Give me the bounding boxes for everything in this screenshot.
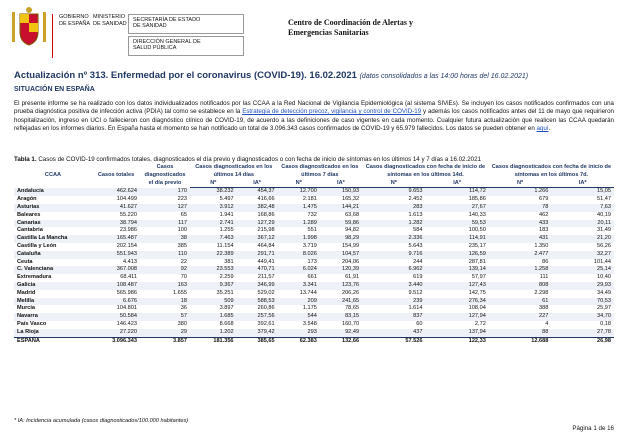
- table-row: Castilla La Mancha 165.487 38 7.463 367,12 1.998 98,29 2.336 114,91 431 21,20: [14, 235, 614, 243]
- table-row: Navarra 50.584 57 1.685 257,56 544 83,15 837 127,94 227 34,70: [14, 313, 614, 321]
- intro-paragraph: El presente informe se ha realizado con los datos individualizados notificados por las CCAA a la Red Nacional de Vigilancia Epidemiológica (al sistema SIViEs). Se incluyen los casos notificados confirmados con una prueba diagnóstica positiva de infección activa (PDIA) tal como se establece en la Estrategia de detección precoz, vigilancia y control de COVID-19 y además los casos notificados antes del 11 de mayo que requirieron hospitalización, ingreso en UCI o fallecieron con diagnóstico clínico de COVID-19, de acuerdo a las definiciones de caso vigentes en cada momento. Cualquier futura actualización que realicen las CCAA quedarán reflejadas en los informes diarios. En España hasta el momento se han notificado un total de 3.096.343 casos confirmados de COVID-19 y 65.979 fallecidos. Los datos se pueden obtener en aquí.: [14, 100, 615, 133]
- table-title: Tabla 1. Casos de COVID-19 confirmados totales, diagnosticados el día previo y diagnosticados o con fecha de inicio de síntomas en los últimos 14 y 7 días a 16.02.2021: [14, 156, 481, 163]
- col-total: Casos totales: [97, 172, 135, 179]
- table-row: Cataluña 551.943 110 22.389 291,71 8.026 104,57 9.716 126,59 2.477 32,27: [14, 251, 614, 259]
- coat-of-arms-logo: [10, 6, 48, 50]
- col-7d: Casos diagnosticados en los últimos 7 días: [281, 164, 359, 178]
- directorate-box: DIRECCIÓN GENERAL DE SALUD PÚBLICA: [128, 36, 244, 56]
- report-title-note: (datos consolidados a las 14:00 horas del 16.02.2021): [359, 73, 529, 80]
- sub-ia: IA*: [237, 180, 278, 188]
- col-prev: Casos diagnosticados el día previo: [144, 164, 186, 186]
- secretariat-box: SECRETARÍA DE ESTADO DE SANIDAD: [128, 14, 244, 34]
- table-total-row: ESPAÑA 3.096.343 3.857 181.356 385,65 62.383 132,66 57.526 122,33 12.688 26,98: [14, 337, 614, 345]
- col-s14: Casos diagnosticados con fecha de inicio de síntomas en los últimos 14d.: [365, 164, 486, 178]
- sub-n: Nº: [489, 180, 552, 188]
- sub-ia: IA*: [551, 180, 614, 188]
- table-row: País Vasco 146.423 380 8.668 392,61 3.548 160,70 60 2,72 4 0,18: [17, 320, 611, 327]
- data-link[interactable]: aquí: [536, 125, 549, 133]
- sub-n: Nº: [190, 180, 237, 188]
- ministry-boxes: [128, 14, 244, 58]
- table-row: Ceuta 4.413 22 381 449,41 173 204,06 244 287,81 86 101,44: [17, 258, 611, 265]
- strategy-link[interactable]: Estrategia de detección precoz, vigilancia y control de COVID-19: [242, 108, 422, 116]
- col-ccaa: CCAA: [44, 172, 62, 179]
- table-row: Canarias 38.794 117 2.741 127,29 1.289 59,86 1.282 59,53 433 20,11: [14, 220, 614, 228]
- center-title: Centro de Coordinación de Alertas y Emergencias Sanitarias: [288, 18, 413, 37]
- report-title: Actualización nº 313. Enfermedad por el coronavirus (COVID-19). 16.02.2021 (datos consolidados a las 14:00 horas del 16.02.2021): [14, 70, 529, 81]
- table-row: Cantabria 23.986 100 1.255 215,98 551 94,82 584 100,50 183 31,49: [17, 227, 611, 234]
- table-row: Madrid 565.986 1.655 35.251 529,02 13.744 206,26 9.512 142,75 2.298 34,49: [17, 289, 611, 296]
- document-header: [0, 0, 628, 62]
- page-number: Página 1 de 16: [572, 425, 614, 432]
- table-row: Melilla 6.676 18 509 588,53 209 241,65 239 276,34 61 70,53: [14, 298, 614, 306]
- table-row: Aragón 104.499 223 5.497 416,66 2.181 165,32 2.452 185,86 679 51,47: [17, 196, 611, 203]
- table-row: Extremadura 68.411 70 2.259 211,57 661 61,91 619 57,97 111 10,40: [17, 274, 611, 281]
- sub-ia: IA*: [425, 180, 488, 188]
- table-row: La Rioja 27.220 29 1.202 379,42 293 92,49 437 137,94 88 27,78: [14, 329, 614, 337]
- col-14d: Casos diagnosticados en los últimos 14 días: [195, 164, 273, 178]
- table-row: Baleares 55.220 65 1.941 168,86 732 63,68 1.613 140,33 462 40,19: [17, 211, 611, 218]
- section-heading: SITUACIÓN EN ESPAÑA: [14, 86, 95, 93]
- table-row: Galicia 108.487 163 9.367 346,99 3.341 123,76 3.440 127,43 808 29,93: [14, 282, 614, 290]
- table-row: Andalucía 462.624 170 38.232 454,37 12.700 150,93 9.653 114,72 1.266 15,05: [14, 188, 614, 196]
- table-body: [14, 188, 614, 345]
- table-row: Castilla y León 202.154 385 11.154 464,84 3.719 154,99 5.643 235,17 1.350 56,26: [17, 242, 611, 249]
- table-row: Murcia 104.801 36 3.897 260,86 1.175 78,65 1.614 108,04 388 25,97: [17, 305, 611, 312]
- covid-cases-table: [14, 164, 614, 345]
- sub-ia: IA*: [320, 180, 362, 188]
- table-row: Asturias 41.627 127 3.912 382,48 1.475 144,21 283 27,67 78 7,63: [14, 204, 614, 212]
- table-footnote: * IA: Incidencia acumulada (casos diagnosticados/100.000 habitantes): [14, 418, 189, 424]
- government-label: GOBIERNO DE ESPAÑA MINISTERIO DE SANIDAD: [52, 14, 137, 58]
- table-row: C. Valenciana 367.008 92 23.553 470,71 6.024 120,39 6.962 139,14 1.258 25,14: [14, 266, 614, 274]
- col-s7: Casos diagnosticados con fecha de inicio de síntomas en los últimos 7d.: [491, 164, 612, 178]
- sub-n: Nº: [278, 180, 320, 188]
- sub-n: Nº: [362, 180, 425, 188]
